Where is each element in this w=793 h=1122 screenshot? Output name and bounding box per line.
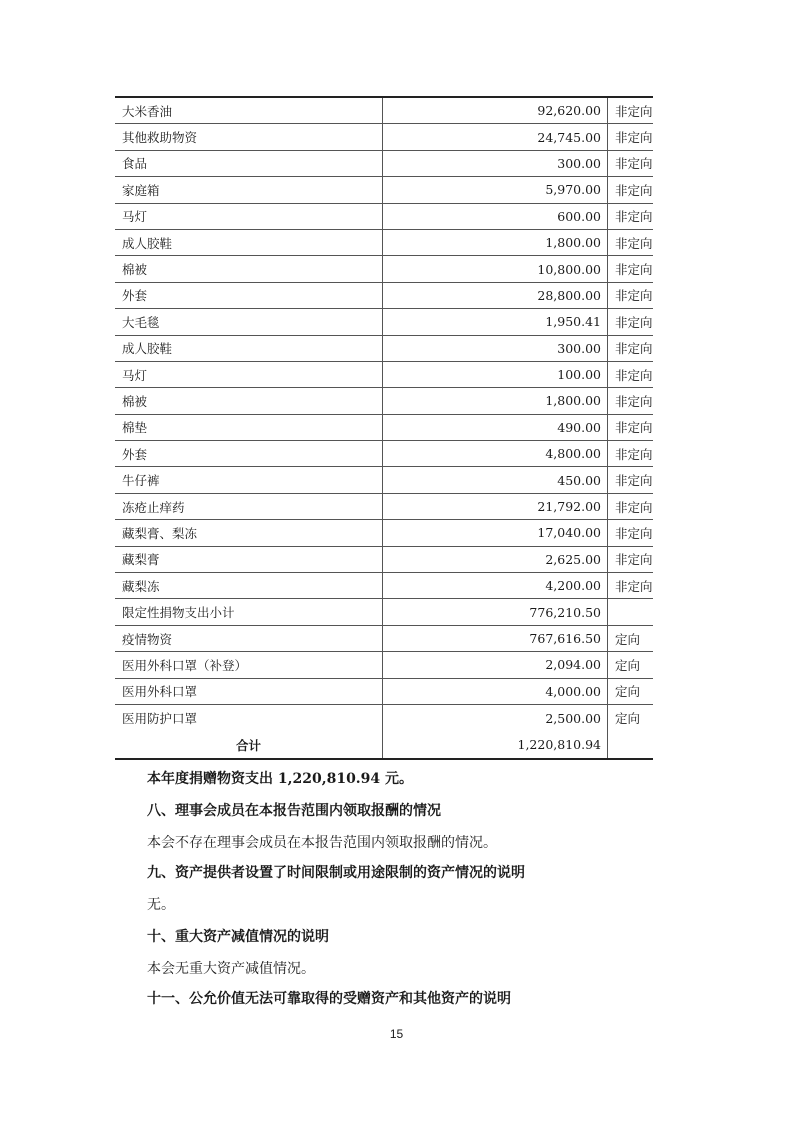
item-name: 其他救助物资 [115, 124, 383, 149]
item-amount: 28,800.00 [383, 283, 608, 308]
item-amount: 300.00 [383, 151, 608, 176]
donation-total-statement: 本年度捐赠物资支出 1,220,810.94 元。 [147, 771, 414, 787]
item-amount: 450.00 [383, 467, 608, 492]
item-name: 外套 [115, 441, 383, 466]
item-name: 棉被 [115, 388, 383, 413]
section-11-heading: 十一、公允价值无法可靠取得的受赠资产和其他资产的说明 [147, 991, 511, 1007]
table-row [115, 230, 653, 256]
item-type: 非定向 [615, 314, 653, 330]
item-name: 医用防护口罩 [115, 705, 383, 731]
item-name: 大毛毯 [115, 309, 383, 334]
item-type: 非定向 [615, 552, 653, 568]
item-type [608, 599, 653, 624]
table-row [115, 415, 653, 441]
item-type: 非定向 [615, 578, 653, 594]
item-amount: 5,970.00 [383, 177, 608, 202]
table-row [115, 336, 653, 362]
item-name: 成人胶鞋 [115, 336, 383, 361]
item-amount: 21,792.00 [383, 494, 608, 519]
item-type: 定向 [615, 631, 641, 647]
table-row [115, 599, 653, 625]
item-amount: 490.00 [383, 415, 608, 440]
item-type: 非定向 [615, 182, 653, 198]
item-type: 非定向 [615, 103, 653, 119]
item-amount: 776,210.50 [383, 599, 608, 624]
item-type: 非定向 [615, 499, 653, 515]
item-amount: 1,800.00 [383, 230, 608, 255]
item-type: 非定向 [615, 420, 653, 436]
item-name: 医用外科口罩 [115, 679, 383, 704]
item-name: 藏梨冻 [115, 573, 383, 598]
item-type: 非定向 [615, 367, 653, 383]
donation-table [115, 96, 653, 760]
table-row [115, 256, 653, 282]
item-amount: 4,000.00 [383, 679, 608, 704]
table-row [115, 151, 653, 177]
item-name: 马灯 [115, 362, 383, 387]
item-type: 非定向 [615, 473, 653, 489]
item-amount: 2,500.00 [383, 705, 608, 731]
item-amount: 17,040.00 [383, 520, 608, 545]
item-name: 疫情物资 [115, 626, 383, 651]
item-type: 非定向 [615, 130, 653, 146]
item-amount: 767,616.50 [383, 626, 608, 651]
item-name: 限定性捐物支出小计 [115, 599, 383, 624]
table-body [115, 98, 653, 731]
section-9-heading: 九、资产提供者设置了时间限制或用途限制的资产情况的说明 [147, 865, 525, 881]
item-name: 家庭箱 [115, 177, 383, 202]
item-name: 大米香油 [115, 98, 383, 123]
item-amount: 24,745.00 [383, 124, 608, 149]
item-name: 牛仔裤 [115, 467, 383, 492]
table-row [115, 547, 653, 573]
item-amount: 600.00 [383, 204, 608, 229]
table-row [115, 520, 653, 546]
table-row [115, 124, 653, 150]
item-type: 非定向 [615, 525, 653, 541]
item-type: 非定向 [615, 235, 653, 251]
item-amount: 4,800.00 [383, 441, 608, 466]
item-amount: 10,800.00 [383, 256, 608, 281]
table-total-row [115, 731, 653, 757]
section-10-body: 本会无重大资产减值情况。 [147, 961, 315, 977]
total-type [608, 731, 653, 757]
item-name: 食品 [115, 151, 383, 176]
section-10-heading: 十、重大资产减值情况的说明 [147, 929, 329, 945]
item-amount: 1,950.41 [383, 309, 608, 334]
table-row [115, 467, 653, 493]
item-amount: 1,800.00 [383, 388, 608, 413]
table-row [115, 388, 653, 414]
total-amount: 1,220,810.94 [383, 731, 608, 757]
table-row [115, 204, 653, 230]
table-row [115, 441, 653, 467]
table-row [115, 362, 653, 388]
item-type: 非定向 [615, 446, 653, 462]
table-row [115, 177, 653, 203]
item-amount: 92,620.00 [383, 98, 608, 123]
table-row [115, 494, 653, 520]
table-row [115, 679, 653, 705]
section-8-heading: 八、理事会成员在本报告范围内领取报酬的情况 [147, 803, 441, 819]
item-amount: 300.00 [383, 336, 608, 361]
table-row [115, 309, 653, 335]
table-row [115, 626, 653, 652]
item-type: 非定向 [615, 209, 653, 225]
item-type: 非定向 [615, 393, 653, 409]
item-type: 非定向 [615, 341, 653, 357]
item-name: 棉垫 [115, 415, 383, 440]
item-type: 非定向 [615, 288, 653, 304]
table-row [115, 283, 653, 309]
item-amount: 4,200.00 [383, 573, 608, 598]
item-name: 医用外科口罩（补登） [115, 652, 383, 677]
total-label: 合计 [115, 731, 383, 757]
item-type: 定向 [615, 711, 641, 727]
item-amount: 2,625.00 [383, 547, 608, 572]
item-name: 冻疮止痒药 [115, 494, 383, 519]
item-type: 定向 [615, 684, 641, 700]
item-name: 藏梨膏 [115, 547, 383, 572]
table-row [115, 98, 653, 124]
item-type: 非定向 [615, 156, 653, 172]
item-type: 非定向 [615, 262, 653, 278]
page-number: 15 [389, 1027, 404, 1041]
section-9-body: 无。 [147, 897, 175, 913]
table-row [115, 705, 653, 731]
item-name: 马灯 [115, 204, 383, 229]
item-name: 棉被 [115, 256, 383, 281]
item-type: 定向 [615, 657, 641, 673]
section-8-body: 本会不存在理事会成员在本报告范围内领取报酬的情况。 [147, 835, 497, 851]
item-amount: 100.00 [383, 362, 608, 387]
item-name: 成人胶鞋 [115, 230, 383, 255]
table-row [115, 573, 653, 599]
item-name: 藏梨膏、梨冻 [115, 520, 383, 545]
item-name: 外套 [115, 283, 383, 308]
item-amount: 2,094.00 [383, 652, 608, 677]
table-row [115, 652, 653, 678]
